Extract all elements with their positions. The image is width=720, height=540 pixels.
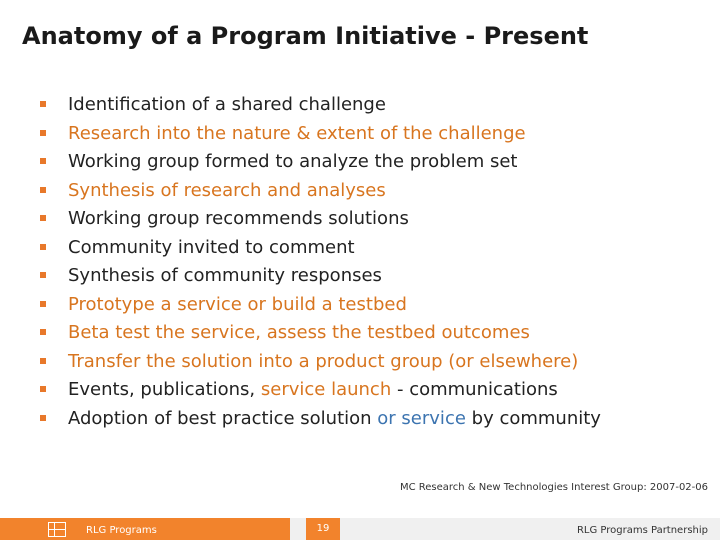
footer-right-label: RLG Programs Partnership bbox=[576, 525, 708, 536]
bullet-item bbox=[40, 237, 601, 266]
bullet-item bbox=[40, 208, 601, 237]
page-number: 19 bbox=[306, 518, 340, 540]
footer-left-panel bbox=[0, 518, 290, 540]
bullet-marker-icon bbox=[40, 158, 46, 164]
bullet-item bbox=[40, 123, 601, 152]
bullet-text bbox=[68, 408, 601, 429]
bullet-text-segment: Synthesis of community responses bbox=[68, 265, 382, 286]
bullet-marker-icon bbox=[40, 358, 46, 364]
slide-title: Anatomy of a Program Initiative - Present bbox=[22, 22, 589, 50]
bullet-marker-icon bbox=[40, 301, 46, 307]
bullet-text-segment: Working group recommends solutions bbox=[68, 208, 409, 229]
bullet-marker-icon bbox=[40, 329, 46, 335]
bullet-item bbox=[40, 180, 601, 209]
bullet-text bbox=[68, 322, 530, 343]
bullet-text-segment: Identification of a shared challenge bbox=[68, 94, 386, 115]
bullet-text-segment: Research into the nature & extent of the challenge bbox=[68, 122, 526, 144]
bullet-marker-icon bbox=[40, 415, 46, 421]
bullet-marker-icon bbox=[40, 272, 46, 278]
bullet-item bbox=[40, 408, 601, 437]
bullet-text-segment: Community invited to comment bbox=[68, 236, 355, 258]
bullet-item bbox=[40, 265, 601, 294]
footer-note: MC Research & New Technologies Interest Group: 2007-02-06 bbox=[399, 482, 708, 493]
bullet-text-segment: Prototype a service or build a testbed bbox=[68, 293, 407, 315]
bullet-list bbox=[40, 94, 601, 436]
bullet-marker-icon bbox=[40, 244, 46, 250]
bullet-text bbox=[68, 151, 517, 172]
bullet-text-segment: Synthesis of research and analyses bbox=[68, 179, 386, 201]
bullet-item bbox=[40, 351, 601, 380]
bullet-text-segment: Beta test the service, assess the testbed outcomes bbox=[68, 322, 530, 343]
bullet-text-segment: by community bbox=[465, 407, 601, 429]
bullet-item bbox=[40, 94, 601, 123]
bullet-text bbox=[68, 294, 407, 315]
bullet-text bbox=[68, 351, 578, 372]
bullet-text-segment: - communications bbox=[391, 379, 558, 400]
rlg-logo-icon bbox=[48, 522, 66, 537]
bullet-text bbox=[68, 123, 526, 144]
bullet-item bbox=[40, 294, 601, 323]
bullet-text bbox=[68, 208, 409, 229]
bullet-text bbox=[68, 180, 386, 201]
bullet-text bbox=[68, 94, 386, 115]
bullet-text-segment: service launch bbox=[260, 379, 392, 400]
bullet-marker-icon bbox=[40, 386, 46, 392]
bullet-item bbox=[40, 379, 601, 408]
bullet-marker-icon bbox=[40, 101, 46, 107]
bullet-item bbox=[40, 322, 601, 351]
footer-left-label: RLG Programs bbox=[86, 525, 157, 536]
bullet-marker-icon bbox=[40, 130, 46, 136]
bullet-text-segment: Events, publications, bbox=[68, 379, 261, 400]
bullet-item bbox=[40, 151, 601, 180]
bullet-text bbox=[68, 379, 558, 400]
bullet-marker-icon bbox=[40, 215, 46, 221]
bullet-text bbox=[68, 237, 355, 258]
bullet-text-segment: or service bbox=[377, 407, 466, 429]
bullet-text bbox=[68, 265, 382, 286]
bullet-text-segment: Transfer the solution into a product group (or elsewhere) bbox=[68, 350, 579, 372]
bullet-text-segment: Working group formed to analyze the problem set bbox=[68, 151, 518, 172]
bullet-marker-icon bbox=[40, 187, 46, 193]
bullet-text-segment: Adoption of best practice solution bbox=[68, 407, 378, 429]
